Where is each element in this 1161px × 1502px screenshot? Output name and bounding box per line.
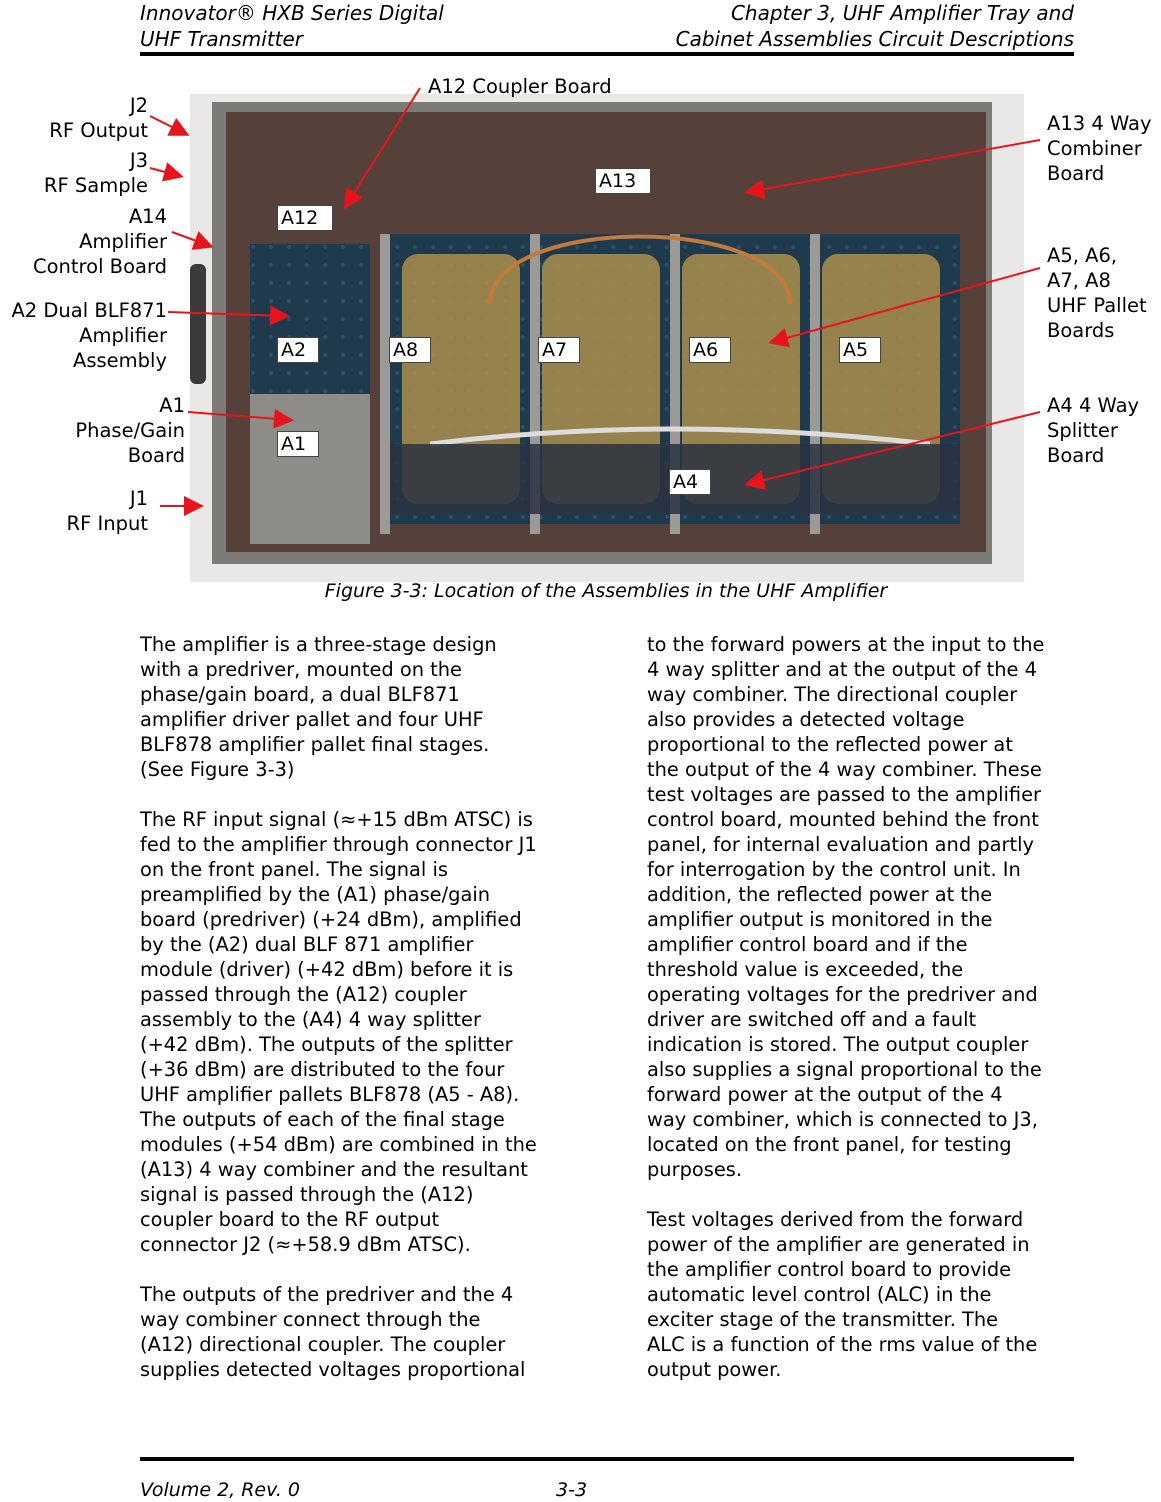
header-right: Chapter 3, UHF Amplifier Tray and Cabinet Assemblies Circuit Descriptions xyxy=(675,1,1074,51)
box-a7: A7 xyxy=(538,337,580,363)
paragraph: Test voltages derived from the forward power of the amplifier are generated in the amplifier control board to provide automatic level control (ALC) in the exciter stage of the transmitter. The ALC is a function of the rms value of the output power. xyxy=(647,1208,1038,1381)
callout-a2: A2 Dual BLF871 Amplifier Assembly xyxy=(11,299,167,372)
box-a4: A4 xyxy=(669,469,711,495)
body-right-column xyxy=(647,632,1087,1407)
callout-a12: A12 Coupler Board xyxy=(428,75,612,98)
callout-j2: J2 RF Output xyxy=(49,94,148,142)
callout-a1: A1 Phase/Gain Board xyxy=(75,394,185,467)
box-a2: A2 xyxy=(277,337,319,363)
figure-caption: Figure 3-3: Location of the Assemblies in the UHF Amplifier xyxy=(324,580,888,602)
callout-a4: A4 4 Way Splitter Board xyxy=(1047,394,1140,467)
box-a12: A12 xyxy=(277,205,333,231)
callout-a14: A14 Amplifier Control Board xyxy=(33,205,167,278)
header-left: Innovator® HXB Series Digital UHF Transmitter xyxy=(140,1,444,51)
paragraph: to the forward powers at the input to the 4 way splitter and at the output of the 4 way combiner. The directional coupler also provides a detected voltage proportional to the reflected power at the output of the 4 way combiner. These test voltages are passed to the amplifier control board, mounted behind the front panel, for internal evaluation and partly for interrogation by the control unit. In addition, the reflected power at the amplifier output is monitored in the amplifier control board and if the threshold value is exceeded, the operating voltages for the predriver and driver are switched off and a fault indication is stored. The output coupler also supplies a signal proportional to the forward power at the output of the 4 way combiner, which is connected to J3, located on the front panel, for testing purposes. xyxy=(647,633,1045,1181)
paragraph: The amplifier is a three-stage design with a predriver, mounted on the phase/gain board, a dual BLF871 amplifier driver pallet and four UHF BLF878 amplifier pallet final stages. (See Figure 3-3) xyxy=(140,633,497,781)
body-left-column xyxy=(140,632,585,1407)
box-a1: A1 xyxy=(277,431,319,457)
box-a6: A6 xyxy=(689,337,731,363)
footer-volume: Volume 2, Rev. 0 xyxy=(140,1479,300,1501)
box-a8: A8 xyxy=(389,337,431,363)
footer-page-number: 3-3 xyxy=(556,1479,588,1501)
box-a5: A5 xyxy=(839,337,881,363)
callout-a13: A13 4 Way Combiner Board xyxy=(1047,112,1152,185)
paragraph: The outputs of the predriver and the 4 way combiner connect through the (A12) directional coupler. The coupler supplies detected voltages proportional xyxy=(140,1283,526,1381)
footer-rule xyxy=(140,1457,1074,1461)
paragraph: The RF input signal (≈+15 dBm ATSC) is fed to the amplifier through connector J1 on the front panel. The signal is preamplified by the (A1) phase/gain board (predriver) (+24 dBm), amplified by the (A2) dual BLF 871 amplifier module (driver) (+42 dBm) before it is passed through the (A12) coupler assembly to the (A4) 4 way splitter (+42 dBm). The outputs of the splitter (+36 dBm) are distributed to the four UHF amplifier pallets BLF878 (A5 - A8). The outputs of each of the final stage modules (+54 dBm) are combined in the (A13) 4 way combiner and the resultant signal is passed through the (A12) coupler board to the RF output connector J2 (≈+58.9 dBm ATSC). xyxy=(140,808,537,1256)
box-a13: A13 xyxy=(595,168,651,194)
callout-j1: J1 RF Input xyxy=(66,487,148,535)
callout-pallets: A5, A6, A7, A8 UHF Pallet Boards xyxy=(1047,244,1147,342)
callout-j3: J3 RF Sample xyxy=(43,149,148,197)
